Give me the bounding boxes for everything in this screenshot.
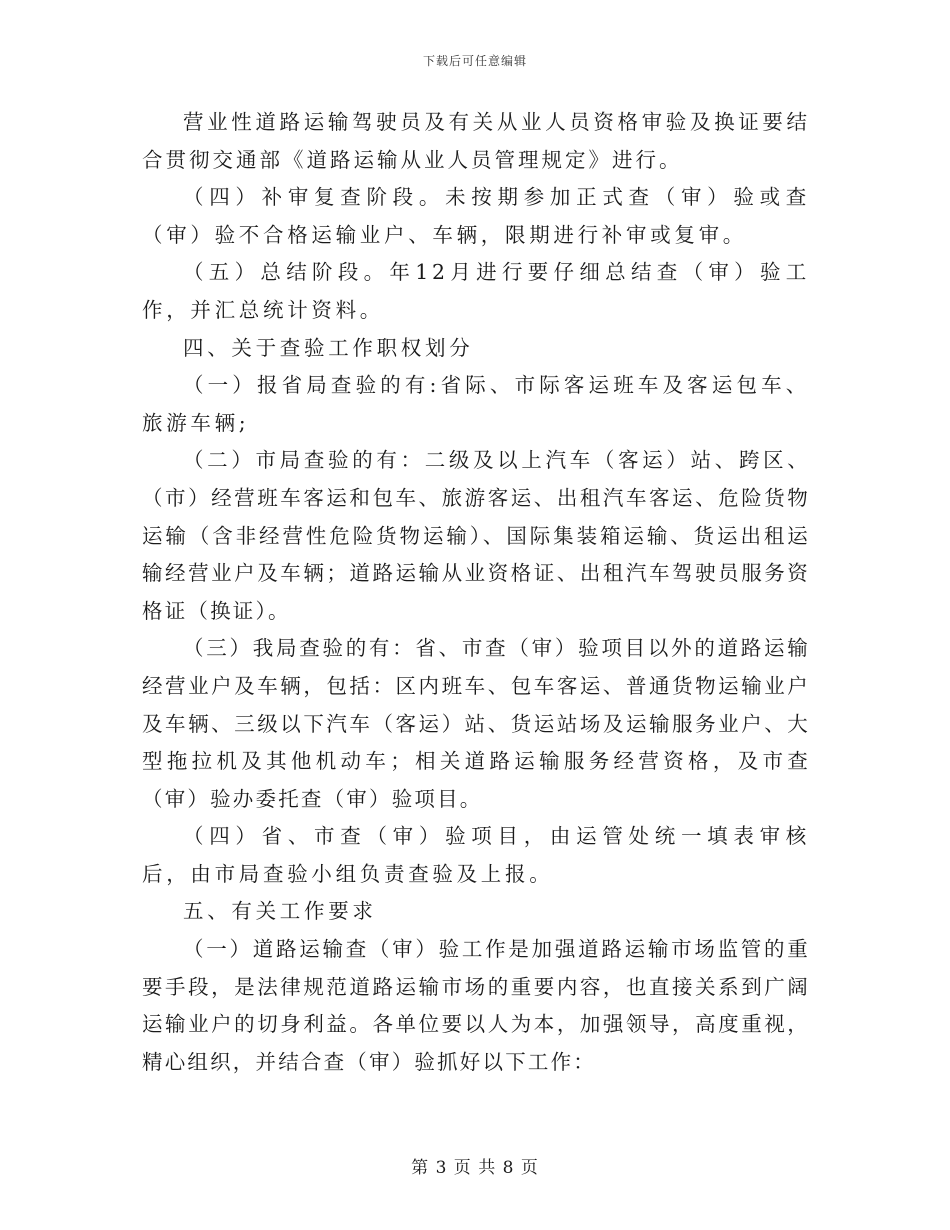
paragraph-6: （二）市局查验的有：二级及以上汽车（客运）站、跨区、（市）经营班车客运和包车、旅游客运、出租汽车客运、危险货物运输（含非经营性危险货物运输）、国际集装箱运输、货运出租运输经营业户及车辆；道路运输从业资格证、出租汽车驾驶员服务资格证（换证）。	[142, 448, 810, 623]
paragraph-1: 营业性道路运输驾驶员及有关从业人员资格审验及换证要结合贯彻交通部《道路运输从业人员管理规定》进行。	[142, 110, 810, 172]
paragraph-8: （四）省、市查（审）验项目，由运管处统一填表审核后，由市局查验小组负责查验及上报。	[142, 824, 810, 886]
footer-current-page: 3	[435, 1158, 448, 1178]
paragraph-5: （一）报省局查验的有:省际、市际客运班车及客运包车、旅游车辆;	[142, 373, 810, 435]
paragraph-2: （四）补审复查阶段。未按期参加正式查（审）验或查（审）验不合格运输业户、车辆，限期进行补审或复审。	[142, 185, 810, 247]
paragraph-7: （三）我局查验的有：省、市查（审）验项目以外的道路运输经营业户及车辆，包括：区内班车、包车客运、普通货物运输业户及车辆、三级以下汽车（客运）站、货运站场及运输服务业户、大型拖拉机及其他机动车；相关道路运输服务经营资格，及市查（审）验办委托查（审）验项目。	[142, 636, 810, 811]
section-heading-5: 五、有关工作要求	[183, 899, 377, 924]
footer-total-pages: 8	[502, 1158, 515, 1178]
paragraph-3: （五）总结阶段。年12月进行要仔细总结查（审）验工作，并汇总统计资料。	[142, 260, 810, 322]
footer-prefix: 第	[411, 1158, 430, 1178]
footer-suffix: 页	[520, 1158, 539, 1178]
paragraph-10: （一）道路运输查（审）验工作是加强道路运输市场监管的重要手段，是法律规范道路运输市场的重要内容，也直接关系到广阔运输业户的切身利益。各单位要以人为本，加强领导，高度重视，精心组织，并结合查（审）验抓好以下工作：	[142, 937, 810, 1074]
footer-mid: 页 共	[453, 1158, 497, 1178]
page-header-note: 下载后可任意编辑	[422, 54, 527, 68]
document-body	[142, 104, 810, 1081]
page-footer	[0, 1153, 950, 1178]
section-heading-4: 四、关于查验工作职权划分	[183, 335, 474, 360]
